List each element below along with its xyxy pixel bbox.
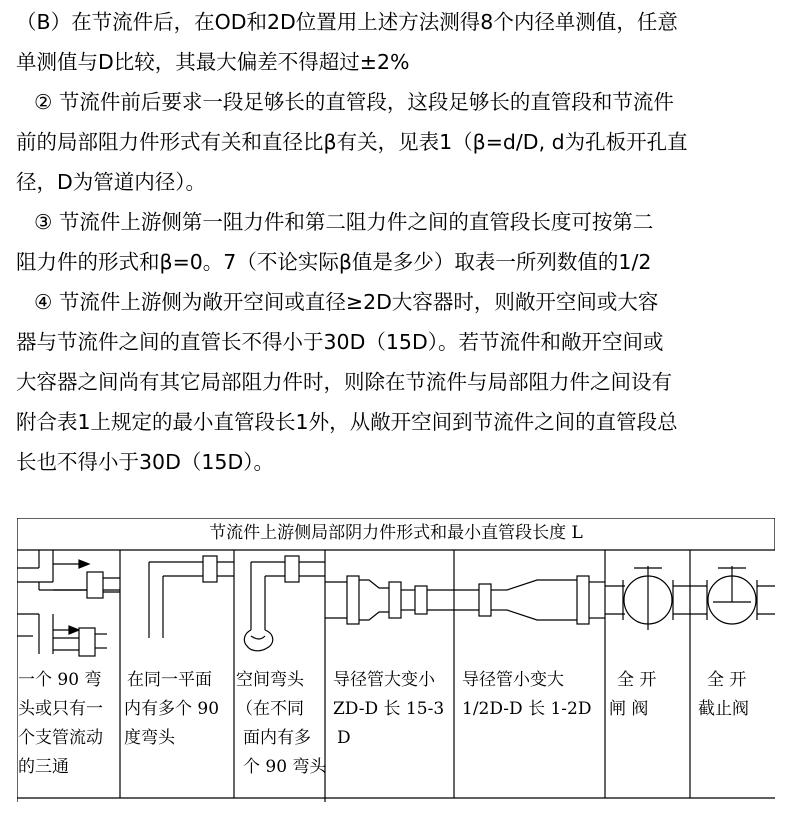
label-line: 闸 阀 <box>609 699 649 719</box>
label-line: 内有多个 90 <box>124 699 220 719</box>
reducer-small-icon <box>454 576 605 624</box>
label-line: 导径管大变小 <box>333 670 435 690</box>
label-line: 导径管小变大 <box>462 670 564 690</box>
reducer-large-icon <box>325 576 454 624</box>
text-line-5: 径，D为管道内径）。 <box>16 170 207 194</box>
table-drawing <box>17 518 775 802</box>
globe-valve-icon <box>690 566 775 624</box>
text-line-8: ④ 节流件上游侧为敞开空间或直径≥2D大容器时，则敞开空间或大容 <box>34 290 659 314</box>
text-line-10: 大容器之间尚有其它局部阻力件时，则除在节流件与局部阻力件之间设有 <box>16 370 672 394</box>
label-line: 度弯头 <box>124 728 175 748</box>
table-title: 节流件上游侧局部阴力件形式和最小直管段长度 L <box>209 523 583 543</box>
text-line-6: ③ 节流件上游侧第一阻力件和第二阻力件之间的直管段长度可按第二 <box>34 210 654 234</box>
label-line: D <box>337 728 351 748</box>
label-line: ZD-D 长 15-3 <box>333 699 445 719</box>
label-line: 头或只有一 <box>18 699 103 719</box>
label-line: 截止阀 <box>698 699 749 719</box>
text-line-4: 前的局部阻力件形式有关和直径比β有关，见表1（β=d/D, d为孔板开孔直 <box>16 130 688 154</box>
text-line-1: （B）在节流件后，在OD和2D位置用上述方法测得8个内径单测值，任意 <box>16 10 678 34</box>
label-line: 全 开 <box>617 670 657 690</box>
label-line: 面内有多 <box>243 728 311 748</box>
label-line: 一个 90 弯 <box>18 670 102 690</box>
planar-elbows-icon <box>149 556 234 638</box>
label-line: 全 开 <box>707 670 747 690</box>
resistance-table <box>17 518 775 802</box>
text-line-3: ② 节流件前后要求一段足够长的直管段，这段足够长的直管段和节流件 <box>34 90 674 114</box>
text-line-11: 附合表1上规定的最小直管段长1外，从敞开空间到节流件之间的直管段总 <box>16 410 678 434</box>
label-line: 的三通 <box>18 757 69 777</box>
tee-branch-icon <box>17 550 120 656</box>
label-line: 个支管流动 <box>18 728 103 748</box>
label-line: （在不同 <box>236 699 304 719</box>
text-line-7: 阻力件的形式和β=0。7（不论实际β值是多少）取表一所列数值的1/2 <box>16 250 652 274</box>
text-line-9: 器与节流件之间的直管长不得小于30D（15D）。若节流件和敞开空间或 <box>16 330 664 354</box>
text-line-2: 单测值与D比较，其最大偏差不得超过±2% <box>16 50 410 74</box>
text-line-12: 长也不得小于30D（15D）。 <box>16 450 274 474</box>
label-line: 在同一平面 <box>127 670 212 690</box>
label-line: 空间弯头 <box>236 670 304 690</box>
label-line: 个 90 弯头 <box>243 757 327 777</box>
label-line: 1/2D-D 长 1-2D <box>462 699 592 719</box>
gate-valve-icon <box>605 566 690 630</box>
spatial-elbow-icon <box>244 556 325 651</box>
table-grid <box>17 518 775 802</box>
